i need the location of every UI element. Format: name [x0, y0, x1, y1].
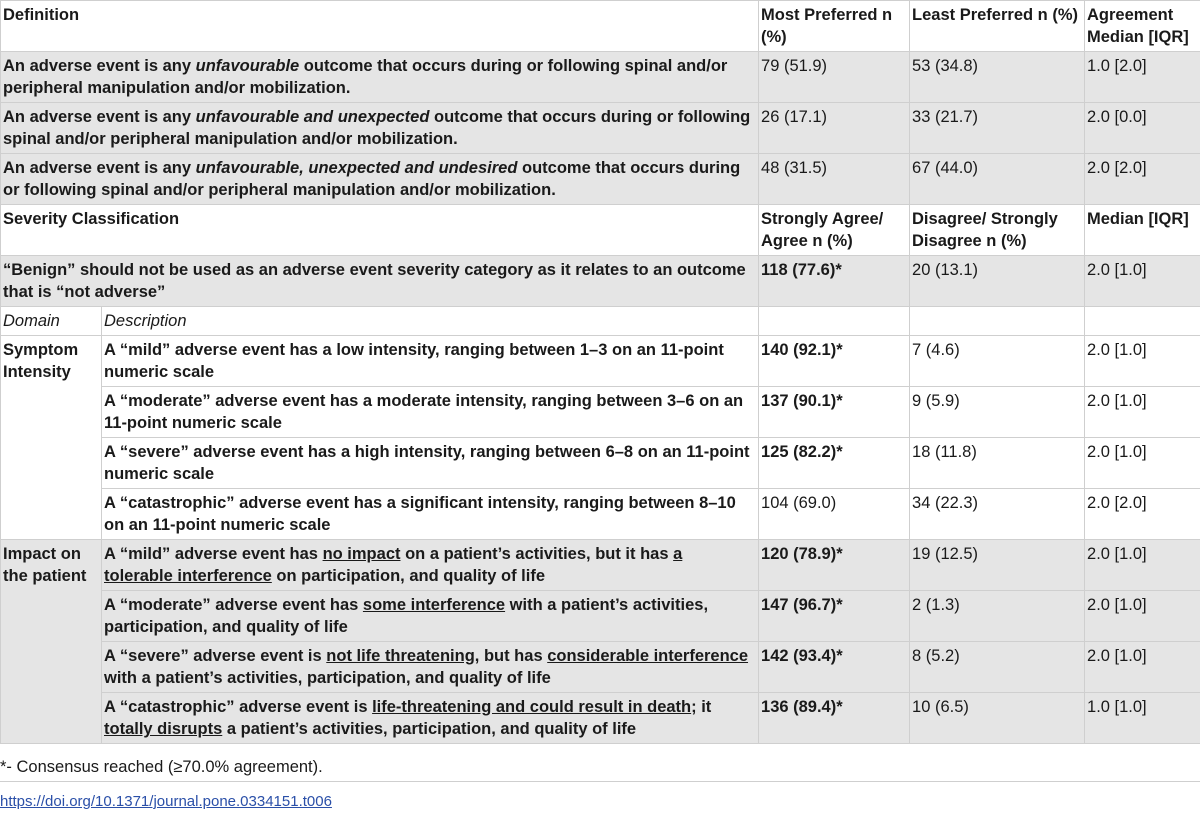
least-preferred-value: 33 (21.7) — [910, 103, 1085, 154]
col-header-most-preferred: Most Preferred n (%) — [759, 1, 910, 52]
intensity-row — [1, 489, 1200, 540]
col-header-median: Median [IQR] — [1085, 205, 1200, 256]
description-text: A “moderate” adverse event has some interference with a patient’s activities, participation, and quality of life — [102, 591, 759, 642]
disagree-value: 8 (5.2) — [910, 642, 1085, 693]
agree-value: 104 (69.0) — [759, 489, 910, 540]
definition-row — [1, 103, 1200, 154]
least-preferred-value: 67 (44.0) — [910, 154, 1085, 205]
median-value: 2.0 [0.0] — [1085, 103, 1200, 154]
col-header-agree: Strongly Agree/ Agree n (%) — [759, 205, 910, 256]
impact-row — [1, 591, 1200, 642]
col-header-definition: Definition — [1, 1, 759, 52]
agree-value: 120 (78.9)* — [759, 540, 910, 591]
disagree-value: 20 (13.1) — [910, 256, 1085, 307]
benign-row — [1, 256, 1200, 307]
sub-header-description: Description — [102, 307, 759, 336]
definition-text: An adverse event is any unfavourable outcome that occurs during or following spinal and/or peripheral manipulation and/or mobilization. — [1, 52, 759, 103]
median-value: 2.0 [1.0] — [1085, 591, 1200, 642]
doi-link[interactable]: https://doi.org/10.1371/journal.pone.0334151.t006 — [0, 793, 332, 810]
intensity-row — [1, 336, 1200, 387]
domain-symptom-intensity: Symptom Intensity — [1, 336, 102, 540]
header-row — [1, 1, 1200, 52]
sub-header-domain: Domain — [1, 307, 102, 336]
disagree-value: 18 (11.8) — [910, 438, 1085, 489]
col-header-disagree: Disagree/ Strongly Disagree n (%) — [910, 205, 1085, 256]
median-value: 2.0 [1.0] — [1085, 438, 1200, 489]
sub-header-row — [1, 307, 1200, 336]
median-value: 2.0 [1.0] — [1085, 256, 1200, 307]
disagree-value: 10 (6.5) — [910, 693, 1085, 744]
empty-cell — [759, 307, 910, 336]
disagree-value: 2 (1.3) — [910, 591, 1085, 642]
definition-row — [1, 52, 1200, 103]
most-preferred-value: 48 (31.5) — [759, 154, 910, 205]
footnote: *- Consensus reached (≥70.0% agreement). — [0, 758, 323, 776]
description-text: A “mild” adverse event has a low intensity, ranging between 1–3 on an 11-point numeric scale — [102, 336, 759, 387]
most-preferred-value: 26 (17.1) — [759, 103, 910, 154]
impact-row — [1, 642, 1200, 693]
description-text: A “severe” adverse event has a high intensity, ranging between 6–8 on an 11-point numeric scale — [102, 438, 759, 489]
domain-impact-on-patient: Impact on the patient — [1, 540, 102, 744]
agree-value: 147 (96.7)* — [759, 591, 910, 642]
least-preferred-value: 53 (34.8) — [910, 52, 1085, 103]
disagree-value: 34 (22.3) — [910, 489, 1085, 540]
agree-value: 142 (93.4)* — [759, 642, 910, 693]
description-text: A “catastrophic” adverse event has a significant intensity, ranging between 8–10 on an 11-point numeric scale — [102, 489, 759, 540]
agree-value: 140 (92.1)* — [759, 336, 910, 387]
agree-value: 136 (89.4)* — [759, 693, 910, 744]
empty-cell — [1085, 307, 1200, 336]
description-text: A “severe” adverse event is not life threatening, but has considerable interference with a patient’s activities, participation, and quality of life — [102, 642, 759, 693]
median-value: 1.0 [2.0] — [1085, 52, 1200, 103]
most-preferred-value: 79 (51.9) — [759, 52, 910, 103]
definition-text: An adverse event is any unfavourable and unexpected outcome that occurs during or following spinal and/or peripheral manipulation and/or mobilization. — [1, 103, 759, 154]
severity-classification-label: Severity Classification — [1, 205, 759, 256]
median-value: 2.0 [2.0] — [1085, 154, 1200, 205]
median-value: 2.0 [1.0] — [1085, 540, 1200, 591]
description-text: A “catastrophic” adverse event is life-threatening and could result in death; it totally disrupts a patient’s activities, participation, and quality of life — [102, 693, 759, 744]
col-header-least-preferred: Least Preferred n (%) — [910, 1, 1085, 52]
definition-row — [1, 154, 1200, 205]
agree-value: 125 (82.2)* — [759, 438, 910, 489]
intensity-row — [1, 438, 1200, 489]
agree-value: 137 (90.1)* — [759, 387, 910, 438]
median-value: 2.0 [1.0] — [1085, 642, 1200, 693]
description-text: A “moderate” adverse event has a moderate intensity, ranging between 3–6 on an 11-point numeric scale — [102, 387, 759, 438]
disagree-value: 9 (5.9) — [910, 387, 1085, 438]
intensity-row — [1, 387, 1200, 438]
median-value: 2.0 [2.0] — [1085, 489, 1200, 540]
footnote-divider — [0, 781, 1200, 782]
disagree-value: 7 (4.6) — [910, 336, 1085, 387]
col-header-agreement: Agreement Median [IQR] — [1085, 1, 1200, 52]
impact-row — [1, 540, 1200, 591]
agree-value: 118 (77.6)* — [759, 256, 910, 307]
disagree-value: 19 (12.5) — [910, 540, 1085, 591]
median-value: 2.0 [1.0] — [1085, 336, 1200, 387]
median-value: 2.0 [1.0] — [1085, 387, 1200, 438]
benign-text: “Benign” should not be used as an adverse event severity category as it relates to an outcome that is “not adverse” — [1, 256, 759, 307]
impact-row — [1, 693, 1200, 744]
description-text: A “mild” adverse event has no impact on a patient’s activities, but it has a tolerable interference on participation, and quality of life — [102, 540, 759, 591]
definition-text: An adverse event is any unfavourable, unexpected and undesired outcome that occurs during or following spinal and/or peripheral manipulation and/or mobilization. — [1, 154, 759, 205]
severity-header-row — [1, 205, 1200, 256]
empty-cell — [910, 307, 1085, 336]
median-value: 1.0 [1.0] — [1085, 693, 1200, 744]
